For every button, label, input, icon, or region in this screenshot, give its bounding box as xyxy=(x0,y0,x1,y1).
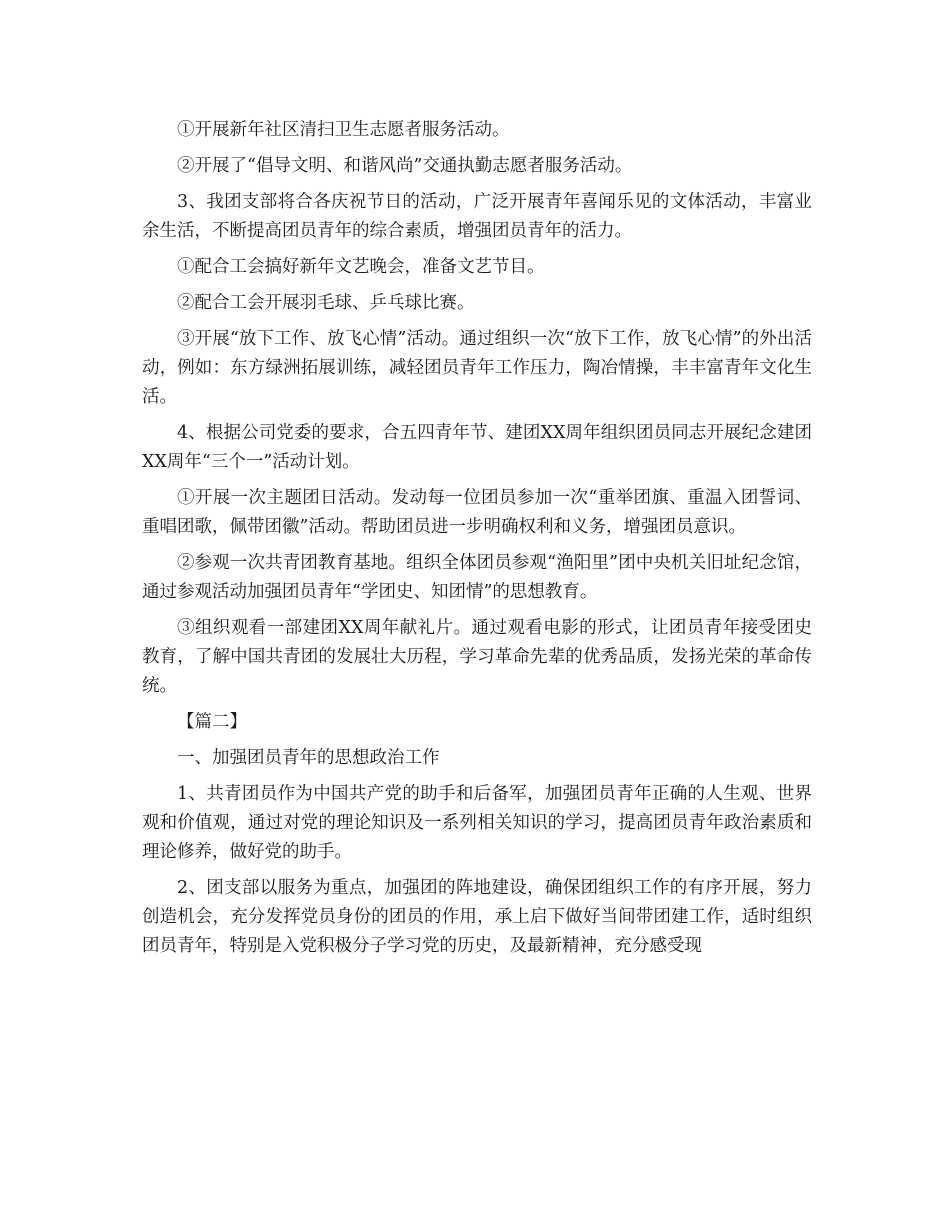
paragraph-7: 4、根据公司党委的要求，合五四青年节、建团XX周年组织团员同志开展纪念建团XX周年“三个一”活动计划。 xyxy=(142,423,812,472)
paragraph-10: ③组织观看一部建团XX周年献礼片。通过观看电影的形式，让团员青年接受团史教育，了解中国共青团的发展壮大历程，学习革命先辈的优秀品质，发扬光荣的革命传统。 xyxy=(142,618,812,696)
paragraph-6: ③开展“放下工作、放飞心情”活动。通过组织一次“放下工作，放飞心情”的外出活动，例如：东方绿洲拓展训练，减轻团员青年工作压力，陶冶情操，丰丰富青年文化生活。 xyxy=(142,329,812,407)
paragraph-11: 1、共青团员作为中国共产党的助手和后备军，加强团员青年正确的人生观、世界观和价值观，通过对党的理论知识及一系列相关知识的学习，提高团员青年政治素质和理论修养，做好党的助手。 xyxy=(142,784,812,862)
paragraph-3: 3、我团支部将合各庆祝节日的活动，广泛开展青年喜闻乐见的文体活动，丰富业余生活，不断提高团员青年的综合素质，增强团员青年的活力。 xyxy=(142,192,812,241)
paragraph-2: ②开展了“倡导文明、和谐风尚”交通执勤志愿者服务活动。 xyxy=(177,156,633,176)
section-heading: 【篇二】 xyxy=(177,712,247,732)
paragraph-1: ①开展新年社区清扫卫生志愿者服务活动。 xyxy=(177,120,510,140)
paragraph-5: ②配合工会开展羽毛球、乒乓球比赛。 xyxy=(177,293,475,313)
paragraph-9: ②参观一次共青团教育基地。组织全体团员参观“渔阳里”团中央机关旧址纪念馆，通过参观活动加强团员青年“学团史、知团情”的思想教育。 xyxy=(142,553,812,602)
subsection-heading: 一、加强团员青年的思想政治工作 xyxy=(177,748,440,768)
document-body xyxy=(142,116,812,968)
paragraph-4: ①配合工会搞好新年文艺晚会，准备文艺节目。 xyxy=(177,257,545,277)
paragraph-8: ①开展一次主题团日活动。发动每一位团员参加一次“重举团旗、重温入团誓词、重唱团歌，佩带团徽”活动。帮助团员进一步明确权利和义务，增强团员意识。 xyxy=(142,488,812,537)
paragraph-12: 2、团支部以服务为重点，加强团的阵地建设，确保团组织工作的有序开展，努力创造机会，充分发挥党员身份的团员的作用，承上启下做好当间带团建工作，适时组织团员青年，特别是入党积极分子学习党的历史，及最新精神，充分感受现 xyxy=(142,878,812,956)
